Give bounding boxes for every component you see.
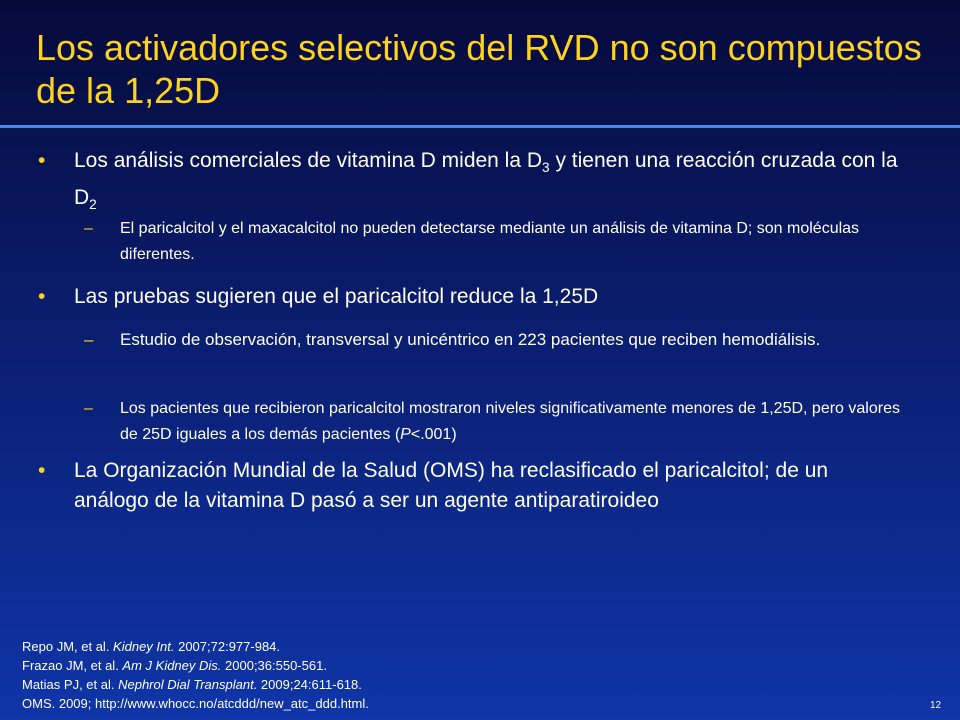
title-divider — [0, 125, 960, 128]
sub-bullet-text-part: <.001) — [410, 426, 457, 443]
sub-bullet-marker: – — [84, 330, 94, 349]
bullet-marker: • — [38, 149, 46, 172]
bullet-who-reclassification — [38, 456, 904, 516]
sub-bullet-not-detectable — [84, 216, 900, 268]
bullet-text-part: y tienen una reacción cruzada con la D — [74, 149, 898, 210]
bullet-evidence — [38, 282, 904, 312]
subscript: 3 — [542, 160, 550, 176]
sub-bullet-text-part: Los pacientes que recibieron paricalcitol mostraron niveles significativamente menores de 1,25D, pero valores de 25D iguales a los demás pacientes ( — [120, 400, 900, 443]
sub-bullet-marker: – — [84, 220, 93, 237]
bullet-commercial-assays — [38, 146, 904, 220]
reference-item: OMS. 2009; http://www.whocc.no/atcddd/new_atc_ddd.html. — [22, 696, 369, 711]
sub-bullet-marker: – — [84, 400, 93, 417]
p-value-symbol: P — [400, 426, 411, 443]
sub-bullet-results — [84, 396, 900, 448]
sub-bullet-text: El paricalcitol y el maxacalcitol no pueden detectarse mediante un análisis de vitamina D; son moléculas diferentes. — [120, 220, 860, 263]
sub-bullet-study — [84, 326, 900, 353]
bullet-marker: • — [38, 285, 46, 308]
bullet-text-part: Los análisis comerciales de vitamina D miden la D — [74, 149, 543, 172]
reference-item: Matias PJ, et al. Nephrol Dial Transplant. 2009;24:611-618. — [22, 677, 362, 692]
slide-title: Los activadores selectivos del RVD no son compuestos de la 1,25D — [36, 27, 922, 111]
bullet-text: Las pruebas sugieren que el paricalcitol reduce la 1,25D — [74, 285, 599, 308]
reference-item: Repo JM, et al. Kidney Int. 2007;72:977-984. — [22, 639, 281, 654]
bullet-text: La Organización Mundial de la Salud (OMS) ha reclasificado el paricalcitol; de un análogo de la vitamina D pasó a ser un agente antiparatiroideo — [74, 459, 829, 512]
bullet-marker: • — [38, 459, 46, 482]
subscript: 2 — [89, 197, 97, 213]
sub-bullet-text: Estudio de observación, transversal y unicéntrico en 223 pacientes que reciben hemodiálisis. — [120, 330, 821, 349]
references — [22, 637, 369, 713]
page-number: 12 — [930, 700, 942, 711]
reference-item: Frazao JM, et al. Am J Kidney Dis. 2000;36:550-561. — [22, 658, 327, 673]
